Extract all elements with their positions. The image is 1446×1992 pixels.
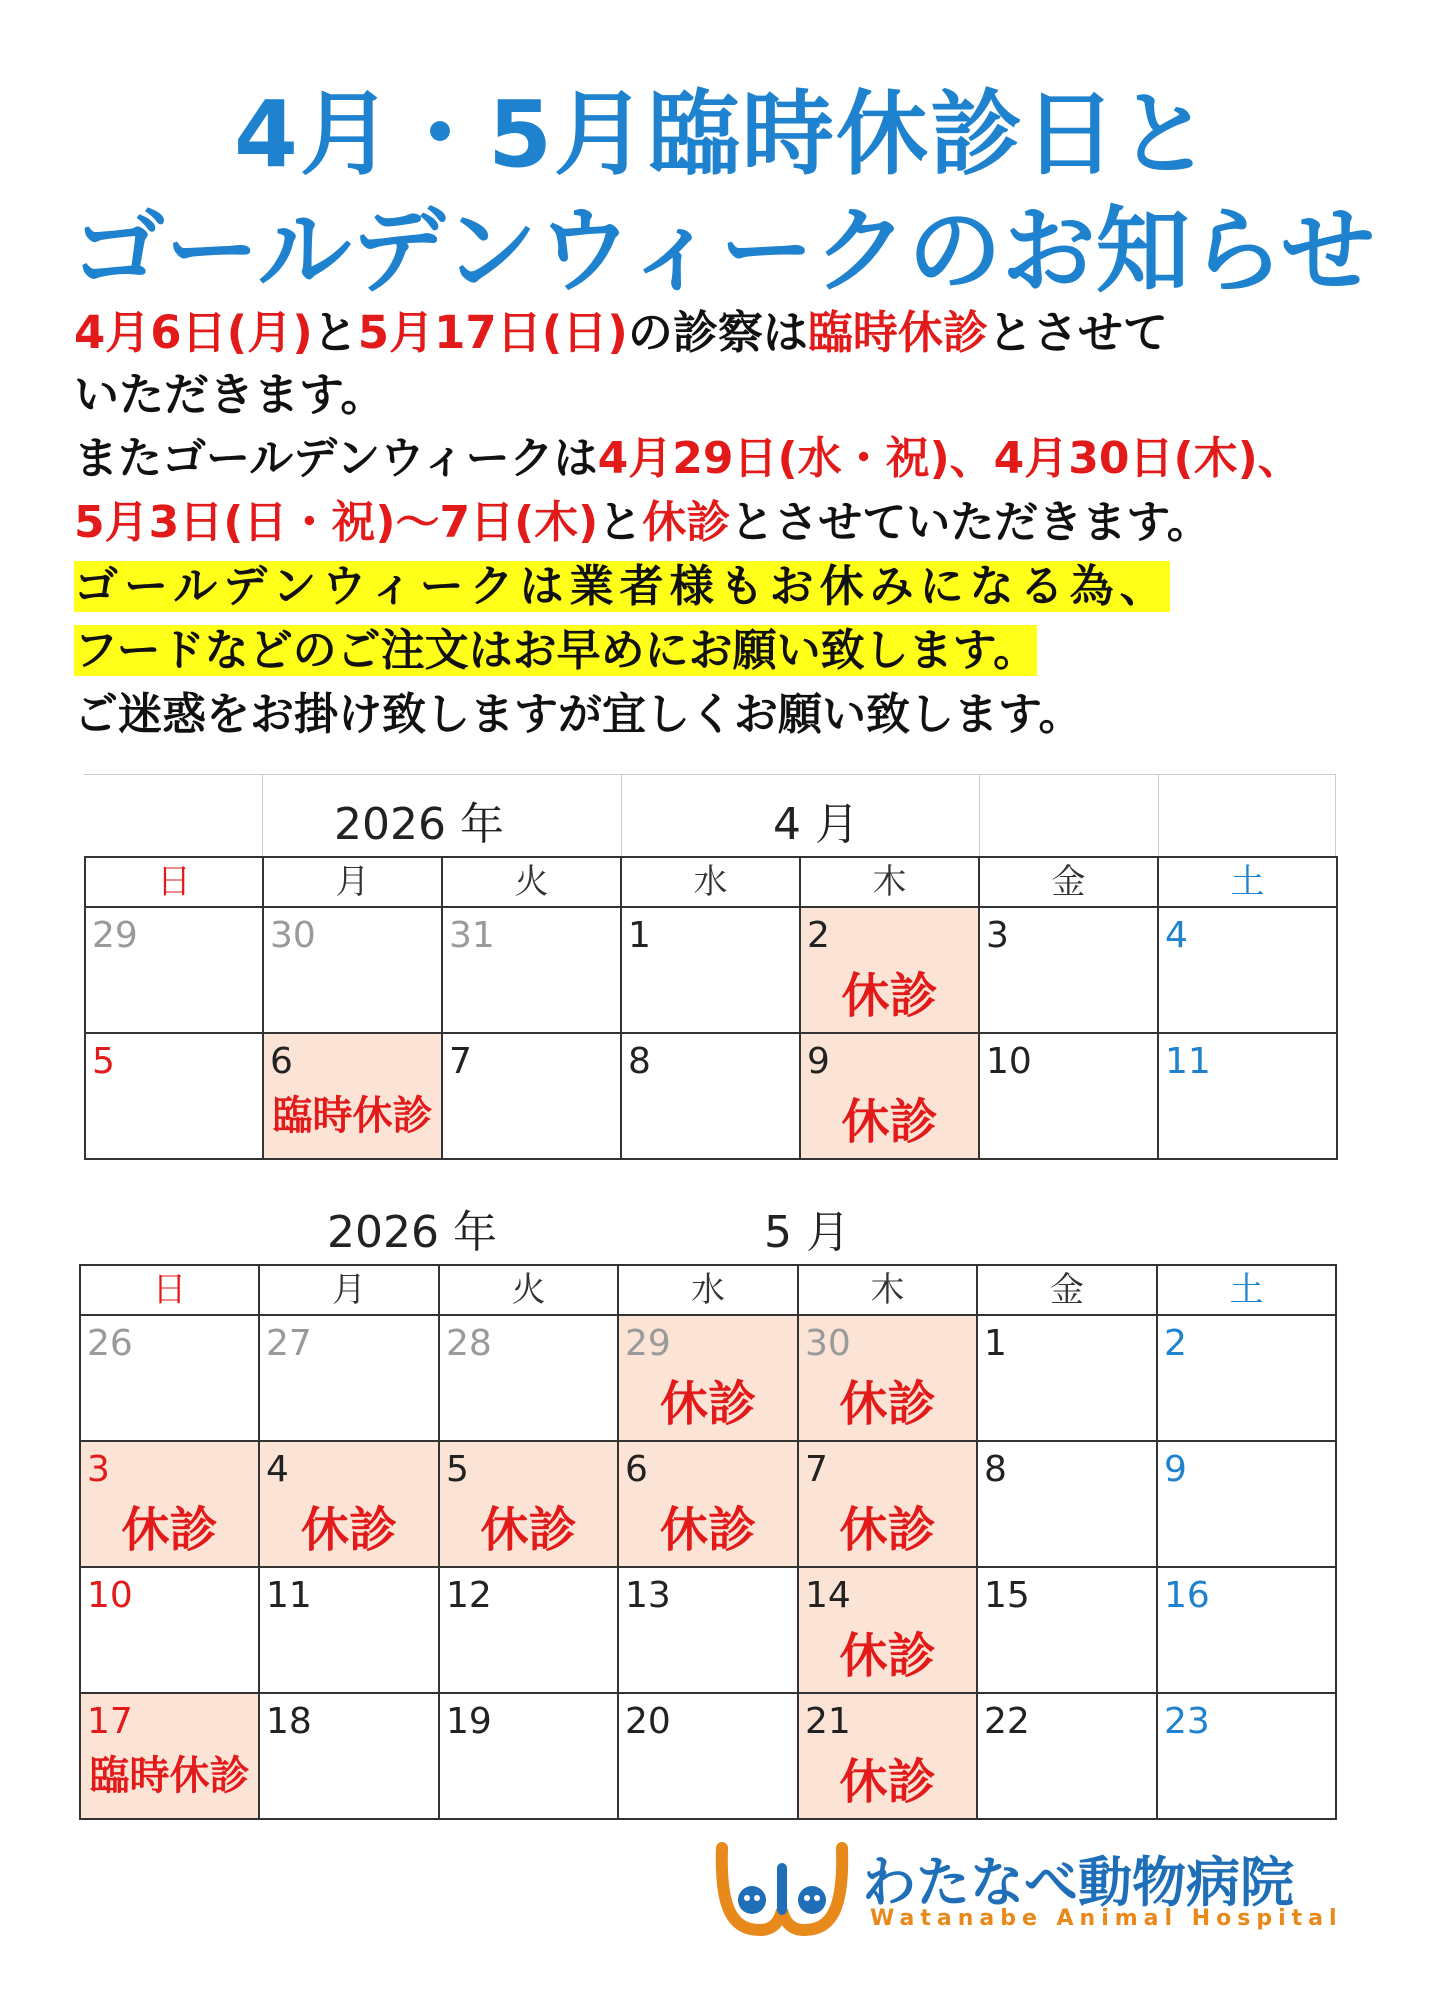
temporary-closure-label: 臨時休診: [272, 1093, 433, 1139]
weekday-header: 火: [442, 857, 621, 907]
notice-line-4: [74, 492, 1211, 554]
closure-label: 休診: [839, 1628, 936, 1684]
calendar-day: [800, 907, 979, 1033]
day-number: 10: [986, 1041, 1032, 1082]
weekday-header: 水: [618, 1265, 798, 1315]
calendar-day: [979, 907, 1158, 1033]
day-number: 20: [625, 1701, 671, 1742]
calendar-day: [618, 1315, 798, 1441]
calendar-day: [442, 1033, 621, 1159]
may-calendar: [79, 1264, 1337, 1820]
day-number: 13: [625, 1575, 671, 1616]
closure-label: 休診: [480, 1502, 577, 1558]
highlighted-notice: ゴールデンウィークは業者様もお休みになる為、: [74, 561, 1170, 612]
day-number: 15: [984, 1575, 1030, 1616]
day-number: 29: [625, 1323, 671, 1364]
calendar-day: [977, 1567, 1157, 1693]
calendar-day: [85, 907, 263, 1033]
calendar-day: [259, 1567, 439, 1693]
day-number: 8: [628, 1041, 651, 1082]
weekday-header: 金: [979, 857, 1158, 907]
weekday-header: 木: [800, 857, 979, 907]
closure-label: 休診: [300, 1502, 397, 1558]
notice-text: と: [312, 306, 358, 359]
day-number: 19: [446, 1701, 492, 1742]
calendar-day: [618, 1693, 798, 1819]
calendar-day: [439, 1441, 618, 1567]
day-number: 18: [266, 1701, 312, 1742]
calendar-day: [618, 1441, 798, 1567]
day-number: 6: [625, 1449, 648, 1490]
day-number: 17: [87, 1701, 133, 1742]
calendar-day: [85, 1033, 263, 1159]
day-number: 30: [270, 915, 316, 956]
date-may17: 5月17日(日): [357, 306, 628, 359]
weekday-header: 土: [1157, 1265, 1336, 1315]
notice-line-6: [74, 620, 1037, 682]
weekday-header: 月: [259, 1265, 439, 1315]
calendar-day: [798, 1567, 977, 1693]
weekday-header: 月: [263, 857, 442, 907]
day-number: 22: [984, 1701, 1030, 1742]
weekday-header: 日: [85, 857, 263, 907]
april-calendar: [84, 856, 1338, 1160]
april-month: 4 月: [773, 799, 859, 850]
closure-label: 休診: [659, 1502, 756, 1558]
weekday-header: 木: [798, 1265, 977, 1315]
gw-dates-april: 4月29日(水・祝)、4月30日(木)、: [597, 433, 1302, 484]
day-number: 1: [984, 1323, 1007, 1364]
day-number: 3: [986, 915, 1009, 956]
calendar-day: [1157, 1693, 1336, 1819]
calendar-day: [618, 1567, 798, 1693]
closure-label: 休診: [839, 1376, 936, 1432]
day-number: 1: [628, 915, 651, 956]
day-number: 30: [805, 1323, 851, 1364]
date-apr6: 4月6日(月): [74, 306, 313, 359]
calendar-day: [80, 1567, 259, 1693]
calendar-day: [977, 1693, 1157, 1819]
day-number: 28: [446, 1323, 492, 1364]
day-number: 9: [807, 1041, 830, 1082]
calendar-day: [798, 1315, 977, 1441]
day-number: 21: [805, 1701, 851, 1742]
day-number: 4: [266, 1449, 289, 1490]
closure-label: 休診: [839, 1502, 936, 1558]
calendar-day: [80, 1693, 259, 1819]
calendar-day: [263, 907, 442, 1033]
notice-text: またゴールデンウィークは: [74, 433, 598, 484]
day-number: 14: [805, 1575, 851, 1616]
temporary-closure-label: 臨時休診: [89, 1753, 250, 1799]
calendar-day: [798, 1441, 977, 1567]
weekday-header: 金: [977, 1265, 1157, 1315]
closure-label: 休診: [659, 1376, 756, 1432]
day-number: 26: [87, 1323, 133, 1364]
closure-label: 休診: [121, 1502, 218, 1558]
notice-line-5: [74, 556, 1170, 618]
calendar-day: [798, 1693, 977, 1819]
calendar-day: [800, 1033, 979, 1159]
calendar-day: [1157, 1315, 1336, 1441]
calendar-day: [442, 907, 621, 1033]
notice-line-3: [74, 428, 1302, 490]
day-number: 2: [1164, 1323, 1187, 1364]
calendar-day: [80, 1315, 259, 1441]
page-title-line2: ゴールデンウィークのお知らせ: [71, 197, 1375, 306]
paw-w-logo-icon: [712, 1838, 852, 1938]
weekday-header: 火: [439, 1265, 618, 1315]
weekday-header: 土: [1158, 857, 1337, 907]
calendar-day: [979, 1033, 1158, 1159]
day-number: 5: [446, 1449, 469, 1490]
closure-label: 休診: [841, 968, 938, 1024]
day-number: 8: [984, 1449, 1007, 1490]
day-number: 16: [1164, 1575, 1210, 1616]
notice-text: とさせて: [987, 306, 1168, 359]
day-number: 23: [1164, 1701, 1210, 1742]
may-year: 2026 年: [327, 1207, 497, 1258]
calendar-day: [259, 1441, 439, 1567]
calendar-day: [259, 1693, 439, 1819]
weekday-header: 水: [621, 857, 800, 907]
calendar-day: [621, 907, 800, 1033]
may-month: 5 月: [764, 1207, 850, 1258]
calendar-day: [263, 1033, 442, 1159]
weekday-header: 日: [80, 1265, 259, 1315]
closure-label: 休診: [841, 1094, 938, 1150]
day-number: 5: [92, 1041, 115, 1082]
notice-line-2: いただきます。: [74, 368, 386, 421]
closure-text: 休診: [642, 497, 731, 548]
hospital-name: わたなべ動物病院: [862, 1851, 1294, 1914]
day-number: 10: [87, 1575, 133, 1616]
calendar-day: [1158, 1033, 1337, 1159]
calendar-day: [977, 1315, 1157, 1441]
day-number: 3: [87, 1449, 110, 1490]
day-number: 29: [92, 915, 138, 956]
temporary-closure-text: 臨時休診: [807, 306, 988, 359]
april-year: 2026 年: [334, 799, 504, 850]
notice-text: と: [598, 497, 643, 548]
day-number: 27: [266, 1323, 312, 1364]
closure-label: 休診: [839, 1754, 936, 1810]
day-number: 11: [1165, 1041, 1211, 1082]
day-number: 11: [266, 1575, 312, 1616]
day-number: 9: [1164, 1449, 1187, 1490]
calendar-day: [439, 1693, 618, 1819]
april-calendar-header: [84, 774, 1336, 857]
calendar-day: [439, 1315, 618, 1441]
highlighted-notice: フードなどのご注文はお早めにお願い致します。: [74, 625, 1038, 676]
hospital-logo: [712, 1838, 1352, 1938]
calendar-day: [1157, 1441, 1336, 1567]
calendar-day: [1158, 907, 1337, 1033]
day-number: 2: [807, 915, 830, 956]
notice-line-7: ご迷惑をお掛け致しますが宜しくお願い致します。: [74, 689, 1083, 740]
day-number: 6: [270, 1041, 293, 1082]
day-number: 7: [449, 1041, 472, 1082]
calendar-day: [977, 1441, 1157, 1567]
calendar-day: [259, 1315, 439, 1441]
calendar-day: [1157, 1567, 1336, 1693]
day-number: 31: [449, 915, 495, 956]
page-title-line1: 4月・5月臨時休診日と: [233, 81, 1213, 188]
gw-dates-may: 5月3日(日・祝)～7日(木): [74, 497, 599, 548]
calendar-day: [80, 1441, 259, 1567]
notice-text: の診察は: [627, 306, 808, 359]
day-number: 12: [446, 1575, 492, 1616]
day-number: 7: [805, 1449, 828, 1490]
hospital-name-english: Watanabe Animal Hospital: [870, 1906, 1343, 1931]
notice-line-1: [74, 302, 1168, 364]
notice-text: とさせていただきます。: [730, 497, 1211, 548]
day-number: 4: [1165, 915, 1188, 956]
calendar-day: [621, 1033, 800, 1159]
calendar-day: [439, 1567, 618, 1693]
